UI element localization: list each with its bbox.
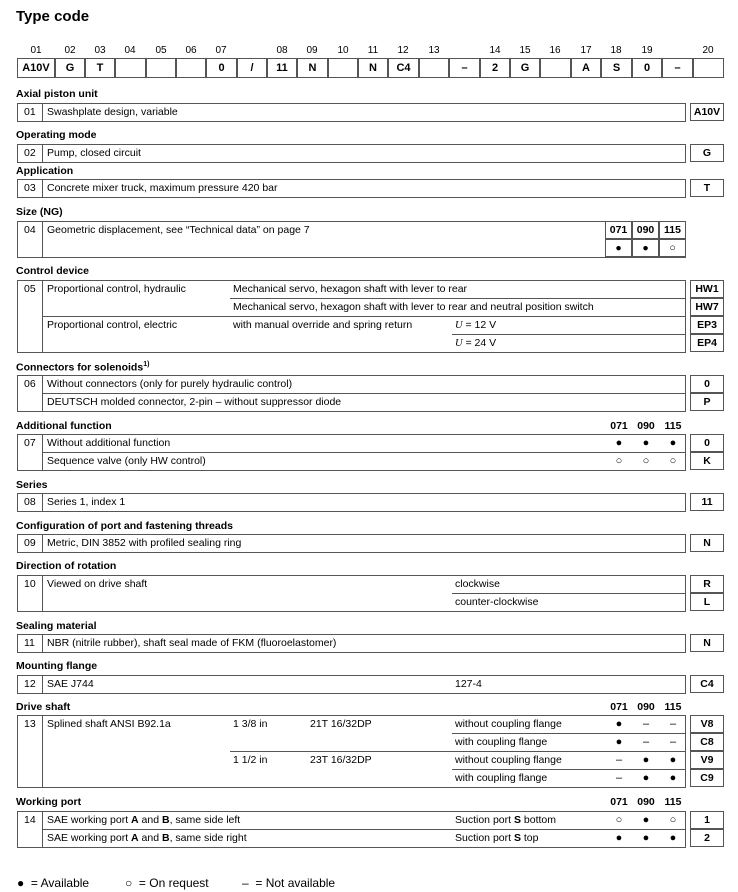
option-description: NBR (nitrile rubber), shaft seal made of FKM (fluoroelastomer) xyxy=(47,637,337,649)
size-header: 115 xyxy=(664,420,682,432)
section-title: Working port xyxy=(16,796,82,808)
availability-symbol: ● xyxy=(605,239,632,257)
legend-on-request: ○ = On request xyxy=(125,876,209,890)
coupling-option: without coupling flange xyxy=(455,754,562,766)
type-code-box: 0 xyxy=(206,58,237,78)
section-title: Size (NG) xyxy=(16,206,63,218)
size-header: 071 xyxy=(605,221,632,239)
ordering-code: P xyxy=(690,393,724,411)
type-code-box: S xyxy=(601,58,632,78)
type-code-box xyxy=(419,58,449,78)
position-number: 07 xyxy=(215,45,227,56)
ordering-code: N xyxy=(690,634,724,652)
ordering-code: K xyxy=(690,452,724,470)
option-description: Sequence valve (only HW control) xyxy=(47,455,206,467)
ordering-code: N xyxy=(690,534,724,552)
option-description: Splined shaft ANSI B92.1a xyxy=(47,718,171,730)
availability-symbol: ● xyxy=(642,832,650,844)
position-number: 12 xyxy=(397,45,409,56)
section-title: Operating mode xyxy=(16,129,97,141)
option-description: Pump, closed circuit xyxy=(47,147,141,159)
size-header: 071 xyxy=(610,420,628,432)
availability-symbol: ○ xyxy=(615,455,623,467)
type-code-box xyxy=(146,58,176,78)
option-number: 13 xyxy=(24,718,36,730)
availability-symbol: ● xyxy=(615,718,623,730)
position-number: 01 xyxy=(30,45,42,56)
size-header: 115 xyxy=(659,221,686,239)
option-description: Proportional control, hydraulic xyxy=(47,283,186,295)
section-title: Additional function xyxy=(16,420,112,432)
ordering-code: V9 xyxy=(690,751,724,769)
coupling-option: with coupling flange xyxy=(455,772,548,784)
size-header: 090 xyxy=(637,701,655,713)
option-description: DEUTSCH molded connector, 2-pin – without suppressor diode xyxy=(47,396,342,408)
position-number: 16 xyxy=(549,45,561,56)
position-number: 03 xyxy=(94,45,106,56)
option-row xyxy=(17,675,686,694)
ordering-code: L xyxy=(690,593,724,611)
legend-available: ● = Available xyxy=(17,876,90,890)
availability-symbol: – xyxy=(669,736,677,748)
size-header: 071 xyxy=(610,796,628,808)
section-title: Application xyxy=(16,165,74,177)
option-description: Without connectors (only for purely hydraulic control) xyxy=(47,378,293,390)
position-number: 11 xyxy=(367,45,379,56)
voltage-value: U = 12 V xyxy=(455,319,497,331)
type-code-box: G xyxy=(510,58,540,78)
availability-symbol: ○ xyxy=(642,455,650,467)
type-code-box: T xyxy=(85,58,115,78)
ordering-code: C8 xyxy=(690,733,724,751)
type-code-box xyxy=(328,58,358,78)
availability-symbol: ● xyxy=(669,754,677,766)
position-number: 08 xyxy=(276,45,288,56)
availability-symbol: – xyxy=(669,718,677,730)
ordering-code: R xyxy=(690,575,724,593)
type-code-box: 11 xyxy=(267,58,297,78)
option-number: 05 xyxy=(24,283,36,295)
option-number: 02 xyxy=(24,147,36,159)
type-code-box xyxy=(115,58,146,78)
position-number: 02 xyxy=(64,45,76,56)
option-number: 04 xyxy=(24,224,36,236)
option-description: Concrete mixer truck, maximum pressure 420 bar xyxy=(47,182,278,194)
size-header: 115 xyxy=(664,796,682,808)
position-number: 17 xyxy=(580,45,592,56)
option-number: 12 xyxy=(24,678,36,690)
option-number: 07 xyxy=(24,437,36,449)
position-number: 04 xyxy=(124,45,136,56)
option-detail: Mechanical servo, hexagon shaft with lever to rear xyxy=(233,283,468,295)
type-code-box: 0 xyxy=(632,58,662,78)
option-description: SAE J744 xyxy=(47,678,94,690)
availability-symbol: ● xyxy=(642,754,650,766)
shaft-diameter: 1 1/2 in xyxy=(233,754,268,766)
section-title: Series xyxy=(16,479,48,491)
option-number: 11 xyxy=(24,637,35,649)
option-description: Proportional control, electric xyxy=(47,319,178,331)
availability-symbol: ● xyxy=(669,832,677,844)
option-description: Without additional function xyxy=(47,437,171,449)
availability-symbol: ● xyxy=(632,239,659,257)
type-code-box xyxy=(693,58,724,78)
ordering-code: G xyxy=(690,144,724,162)
option-number: 09 xyxy=(24,537,36,549)
coupling-option: with coupling flange xyxy=(455,736,548,748)
spline-spec: 21T 16/32DP xyxy=(310,718,372,730)
ordering-code: 0 xyxy=(690,375,724,393)
type-code-box: G xyxy=(55,58,85,78)
size-header: 090 xyxy=(632,221,659,239)
position-number: 06 xyxy=(185,45,197,56)
size-header: 090 xyxy=(637,420,655,432)
availability-symbol: – xyxy=(642,718,650,730)
type-code-box: N xyxy=(358,58,388,78)
ordering-code: C4 xyxy=(690,675,724,693)
availability-symbol: ● xyxy=(615,832,623,844)
availability-symbol: ● xyxy=(669,772,677,784)
availability-symbol: ● xyxy=(669,437,677,449)
availability-symbol: – xyxy=(615,754,623,766)
position-number: 18 xyxy=(610,45,622,56)
availability-symbol: ○ xyxy=(669,455,677,467)
availability-symbol: ● xyxy=(642,437,650,449)
position-number: 10 xyxy=(337,45,349,56)
rotation-direction: clockwise xyxy=(455,578,500,590)
ordering-code: 1 xyxy=(690,811,724,829)
type-code-box: – xyxy=(449,58,480,78)
section-title: Mounting flange xyxy=(16,660,98,672)
spline-spec: 23T 16/32DP xyxy=(310,754,372,766)
ordering-code: A10V xyxy=(690,103,724,121)
position-number: 15 xyxy=(519,45,531,56)
option-number: 03 xyxy=(24,182,36,194)
type-code-box: – xyxy=(662,58,693,78)
availability-symbol: – xyxy=(642,736,650,748)
shaft-diameter: 1 3/8 in xyxy=(233,718,268,730)
section-title: Axial piston unit xyxy=(16,88,98,100)
section-title: Drive shaft xyxy=(16,701,71,713)
availability-symbol: ● xyxy=(615,437,623,449)
type-code-box: N xyxy=(297,58,328,78)
ordering-code: EP3 xyxy=(690,316,724,334)
ordering-code: HW1 xyxy=(690,280,724,298)
size-header: 115 xyxy=(664,701,682,713)
section-title: Connectors for solenoids$^{1)}$ xyxy=(16,361,150,374)
ordering-code: V8 xyxy=(690,715,724,733)
type-code-box xyxy=(176,58,206,78)
availability-symbol: ● xyxy=(642,814,650,826)
type-code-box xyxy=(540,58,571,78)
section-title: Control device xyxy=(16,265,89,277)
option-detail: with manual override and spring return xyxy=(233,319,413,331)
position-number: 09 xyxy=(306,45,318,56)
availability-symbol: ● xyxy=(642,772,650,784)
voltage-value: U = 24 V xyxy=(455,337,497,349)
position-number: 13 xyxy=(428,45,440,56)
availability-symbol: ● xyxy=(615,736,623,748)
type-code-box: A xyxy=(571,58,601,78)
type-code-box: 2 xyxy=(480,58,510,78)
option-detail: Mechanical servo, hexagon shaft with lever to rear and neutral position switch xyxy=(233,301,594,313)
position-number: 20 xyxy=(702,45,714,56)
position-number: 14 xyxy=(489,45,501,56)
ordering-code: 2 xyxy=(690,829,724,847)
option-description: Viewed on drive shaft xyxy=(47,578,148,590)
type-code-box: / xyxy=(237,58,267,78)
legend-not-available: – = Not available xyxy=(242,876,336,890)
option-description: Geometric displacement, see “Technical data” on page 7 xyxy=(47,224,310,236)
position-number: 05 xyxy=(155,45,167,56)
rotation-direction: counter-clockwise xyxy=(455,596,539,608)
section-title: Sealing material xyxy=(16,620,97,632)
option-description: SAE working port A and B, same side right xyxy=(47,832,247,844)
section-title: Configuration of port and fastening threads xyxy=(16,520,233,532)
availability-symbol: – xyxy=(615,772,623,784)
option-description: Series 1, index 1 xyxy=(47,496,126,508)
ordering-code: HW7 xyxy=(690,298,724,316)
option-number: 10 xyxy=(24,578,36,590)
availability-symbol: ○ xyxy=(615,814,623,826)
size-header: 071 xyxy=(610,701,628,713)
type-code-box: C4 xyxy=(388,58,419,78)
option-description: Metric, DIN 3852 with profiled sealing ring xyxy=(47,537,242,549)
ordering-code: 0 xyxy=(690,434,724,452)
size-header: 090 xyxy=(637,796,655,808)
suction-port: Suction port S top xyxy=(455,832,539,844)
page-title: Type code xyxy=(16,8,90,25)
ordering-code: EP4 xyxy=(690,334,724,352)
option-description: Swashplate design, variable xyxy=(47,106,178,118)
option-description: SAE working port A and B, same side left xyxy=(47,814,241,826)
suction-port: Suction port S bottom xyxy=(455,814,556,826)
ordering-code: C9 xyxy=(690,769,724,787)
flange-size: 127-4 xyxy=(455,678,482,690)
coupling-option: without coupling flange xyxy=(455,718,562,730)
availability-symbol: ○ xyxy=(669,814,677,826)
option-number: 08 xyxy=(24,496,36,508)
availability-symbol: ○ xyxy=(659,239,686,257)
option-number: 06 xyxy=(24,378,36,390)
option-number: 14 xyxy=(24,814,36,826)
option-number: 01 xyxy=(24,106,36,118)
section-title: Direction of rotation xyxy=(16,560,117,572)
ordering-code: T xyxy=(690,179,724,197)
position-number: 19 xyxy=(641,45,653,56)
type-code-box: A10V xyxy=(17,58,55,78)
ordering-code: 11 xyxy=(690,493,724,511)
